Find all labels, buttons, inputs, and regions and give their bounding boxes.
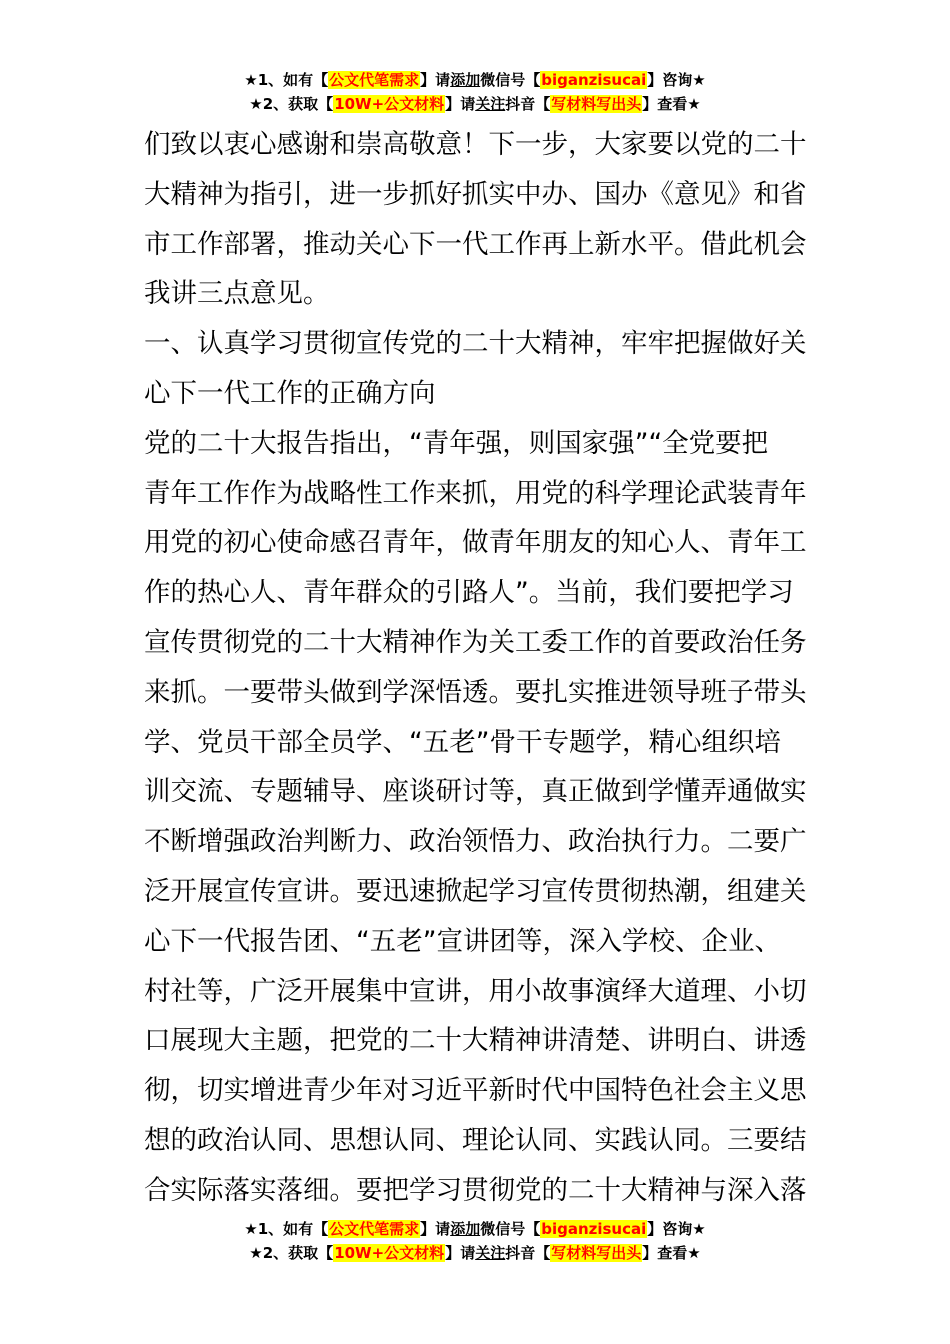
footer-banner [0, 1217, 950, 1265]
banner-underlined-text: 关注 [475, 95, 506, 113]
body-line: 口展现大主题，把党的二十大精神讲清楚、讲明白、讲透 [144, 1025, 807, 1057]
body-line: 想的政治认同、思想认同、理论认同、实践认同。三要结 [144, 1124, 807, 1156]
banner-underlined-text: 关注 [475, 1244, 506, 1262]
banner-line-2 [0, 1241, 950, 1265]
banner-underlined-text: 添加 [450, 71, 481, 89]
body-line: 学、党员干部全员学、“五老”骨干专题学，精心组织培 [144, 726, 781, 758]
body-line: 来抓。一要带头做到学深悟透。要扎实推进领导班子带头 [144, 676, 807, 708]
body-line: 宣传贯彻党的二十大精神作为关工委工作的首要政治任务 [144, 626, 807, 658]
body-line: 们致以衷心感谢和崇高敬意！下一步，大家要以党的二十 [144, 129, 807, 160]
banner-line-1 [0, 1217, 950, 1241]
banner-text: ★2、获取【 [249, 95, 334, 113]
section-heading: 心下一代工作的正确方向 [144, 377, 436, 409]
banner-text: 】请 [445, 95, 476, 113]
banner-text: 微信号【 [480, 71, 541, 89]
banner-text: 】请 [420, 1220, 451, 1238]
body-line: 合实际落实落细。要把学习贯彻党的二十大精神与深入落 [144, 1174, 807, 1206]
body-line: 泛开展宣传宣讲。要迅速掀起学习宣传贯彻热潮，组建关 [144, 875, 807, 907]
banner-line-2 [0, 92, 950, 116]
banner-highlight: 公文代笔需求 [329, 1220, 420, 1238]
banner-highlight: 10W+公文材料 [334, 1244, 445, 1262]
banner-highlight: 写材料写出头 [551, 1244, 642, 1262]
body-line: 彻，切实增进青少年对习近平新时代中国特色社会主义思 [144, 1075, 807, 1107]
banner-text: 】咨询★ [647, 71, 706, 89]
banner-text: 抖音【 [505, 1244, 551, 1262]
banner-underlined-text: 添加 [450, 1220, 481, 1238]
body-line: 青年工作作为战略性工作来抓，用党的科学理论武装青年 [144, 477, 807, 509]
banner-text: 】查看★ [642, 95, 701, 113]
body-line: 我讲三点意见。 [144, 278, 330, 310]
body-line: 市工作部署，推动关心下一代工作再上新水平。借此机会 [144, 228, 807, 260]
banner-highlight: 写材料写出头 [551, 95, 642, 113]
banner-highlight: biganzisucai [541, 71, 647, 89]
body-line: 心下一代报告团、“五老”宣讲团等，深入学校、企业、 [144, 925, 781, 957]
banner-highlight: biganzisucai [541, 1220, 647, 1238]
body-line: 大精神为指引，进一步抓好抓实中办、国办《意见》和省 [144, 178, 807, 210]
body-line: 训交流、专题辅导、座谈研讨等，真正做到学懂弄通做实 [144, 776, 807, 808]
banner-text: 微信号【 [480, 1220, 541, 1238]
banner-text: ★1、如有【 [244, 1220, 329, 1238]
body-line: 作的热心人、青年群众的引路人”。当前，我们要把学习 [144, 577, 794, 609]
banner-highlight: 公文代笔需求 [329, 71, 420, 89]
document-body [144, 120, 808, 1216]
body-line: 不断增强政治判断力、政治领悟力、政治执行力。二要广 [144, 826, 807, 858]
banner-text: 】请 [445, 1244, 476, 1262]
banner-text: 抖音【 [505, 95, 551, 113]
banner-text: ★1、如有【 [244, 71, 329, 89]
banner-text: ★2、获取【 [249, 1244, 334, 1262]
body-line: 党的二十大报告指出，“青年强，则国家强”“全党要把 [144, 427, 769, 459]
banner-line-1 [0, 68, 950, 92]
banner-text: 】查看★ [642, 1244, 701, 1262]
banner-text: 】咨询★ [647, 1220, 706, 1238]
banner-highlight: 10W+公文材料 [334, 95, 445, 113]
banner-text: 】请 [420, 71, 451, 89]
section-heading: 一、认真学习贯彻宣传党的二十大精神，牢牢把握做好关 [144, 328, 807, 360]
body-line: 村社等，广泛开展集中宣讲，用小故事演绎大道理、小切 [144, 975, 807, 1007]
header-banner [0, 68, 950, 116]
body-line: 用党的初心使命感召青年，做青年朋友的知心人、青年工 [144, 527, 807, 559]
